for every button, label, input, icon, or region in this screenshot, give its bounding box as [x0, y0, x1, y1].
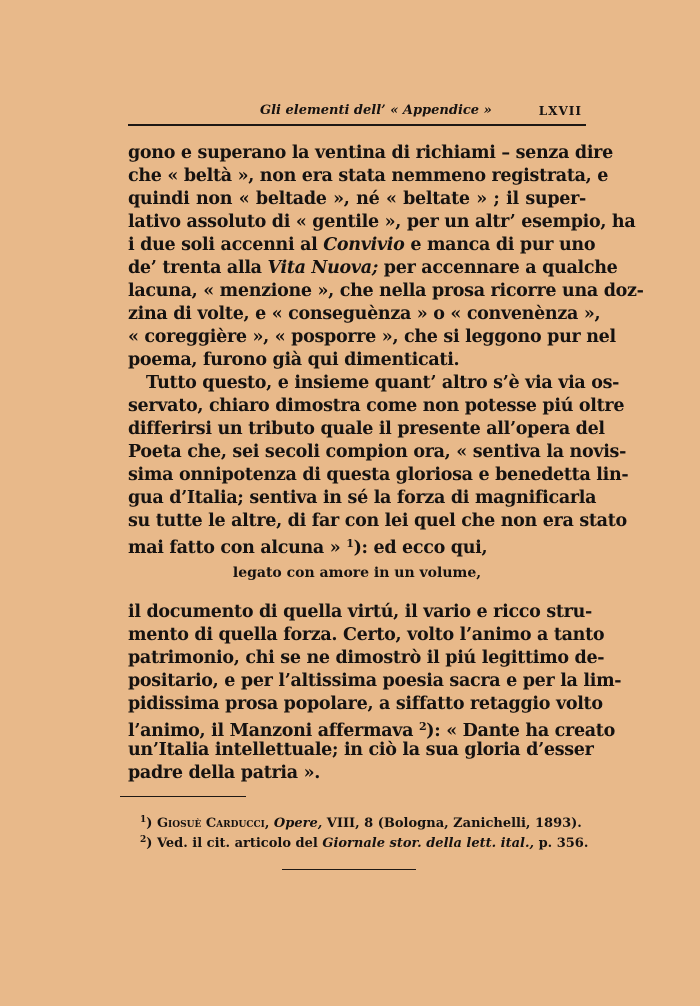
- footnote-marker-paren: ): [146, 816, 157, 831]
- work-title: Convivio: [323, 235, 405, 255]
- text-segment: ): ed ecco qui,: [353, 538, 488, 558]
- text-line: sima onnipotenza di questa gloriosa e benedetta lin-: [128, 465, 629, 485]
- text-line: zina di volte, e « conseguènza » o « convenènza »,: [128, 304, 601, 324]
- footnote-title: Opere,: [273, 816, 323, 831]
- footnote-marker-paren: ): [146, 836, 157, 851]
- end-divider: [282, 869, 416, 870]
- text-line: [128, 533, 586, 558]
- text-line: positario, e per l’altissima poesia sacra e per la lim-: [128, 671, 622, 691]
- text-segment: de’ trenta alla: [128, 258, 268, 278]
- footnote: [140, 811, 590, 833]
- footnote-title: Giornale stor. della lett. ital.,: [322, 836, 535, 851]
- text-line: differirsi un tributo quale il presente all’opera del: [128, 419, 605, 439]
- footnote-marker: 2: [140, 835, 147, 845]
- quoted-verse: legato con amore in un volume,: [232, 565, 482, 581]
- footnote-author: Giosuè Carducci,: [156, 816, 270, 831]
- text-line: gua d’Italia; sentiva in sé la forza di magnificarla: [128, 488, 597, 508]
- text-line: [128, 716, 615, 741]
- footnote-marker: 1: [140, 815, 147, 825]
- text-line: che « beltà », non era stata nemmeno registrata, e: [128, 166, 609, 186]
- text-line: padre della patria ».: [128, 763, 321, 783]
- running-title: Gli elementi dell’ « Appendice »: [260, 103, 492, 118]
- text-segment: i due soli accenni al: [128, 235, 324, 255]
- text-segment: l’animo, il Manzoni affermava: [128, 721, 419, 741]
- text-line: lativo assoluto di « gentile », per un altr’ esempio, ha: [128, 212, 636, 232]
- text-line: Tutto questo, e insieme quant’ altro s’è via via os-: [146, 373, 620, 393]
- page-number: LXVII: [538, 104, 582, 118]
- footnote: [140, 831, 590, 853]
- text-segment: e manca di pur uno: [404, 235, 596, 255]
- text-segment: ): « Dante ha creato: [426, 721, 615, 741]
- text-line: [128, 234, 596, 256]
- text-line: mento di quella forza. Certo, volto l’animo a tanto: [128, 625, 605, 645]
- text-line: gono e superano la ventina di richiami – senza dire: [128, 143, 613, 163]
- text-line: patrimonio, chi se ne dimostrò il piú legittimo de-: [128, 648, 605, 668]
- text-line: lacuna, « menzione », che nella prosa ricorre una doz-: [128, 281, 644, 301]
- text-line: poema, furono già qui dimenticati.: [128, 350, 460, 370]
- work-title: Vita Nuova;: [267, 258, 378, 278]
- footnote-text: Ved. il cit. articolo del: [156, 836, 323, 851]
- text-line: Poeta che, sei secoli compion ora, « sentiva la novis-: [128, 442, 627, 462]
- text-line: su tutte le altre, di far con lei quel che non era stato: [128, 511, 627, 531]
- text-line: servato, chiaro dimostra come non potesse piú oltre: [128, 396, 625, 416]
- text-line: quindi non « beltade », né « beltate » ; il super-: [128, 189, 586, 209]
- footnote-text: VIII, 8 (Bologna, Zanichelli, 1893).: [326, 816, 582, 831]
- text-segment: per accennare a qualche: [378, 258, 618, 278]
- running-header: [128, 100, 586, 126]
- footnote-text: p. 356.: [534, 836, 589, 851]
- text-segment: mai fatto con alcuna »: [128, 538, 347, 558]
- text-line: il documento di quella virtú, il vario e ricco stru-: [128, 602, 592, 622]
- footnote-divider: [120, 796, 246, 797]
- text-line: [128, 257, 618, 279]
- text-line: pidissima prosa popolare, a siffatto retaggio volto: [128, 694, 603, 714]
- footnote-reference: 2: [418, 720, 427, 733]
- footnote-reference: 1: [346, 537, 354, 550]
- text-line: un’Italia intellettuale; in ciò la sua gloria d’esser: [128, 740, 594, 760]
- text-line: « coreggière », « posporre », che si leggono pur nel: [128, 327, 616, 347]
